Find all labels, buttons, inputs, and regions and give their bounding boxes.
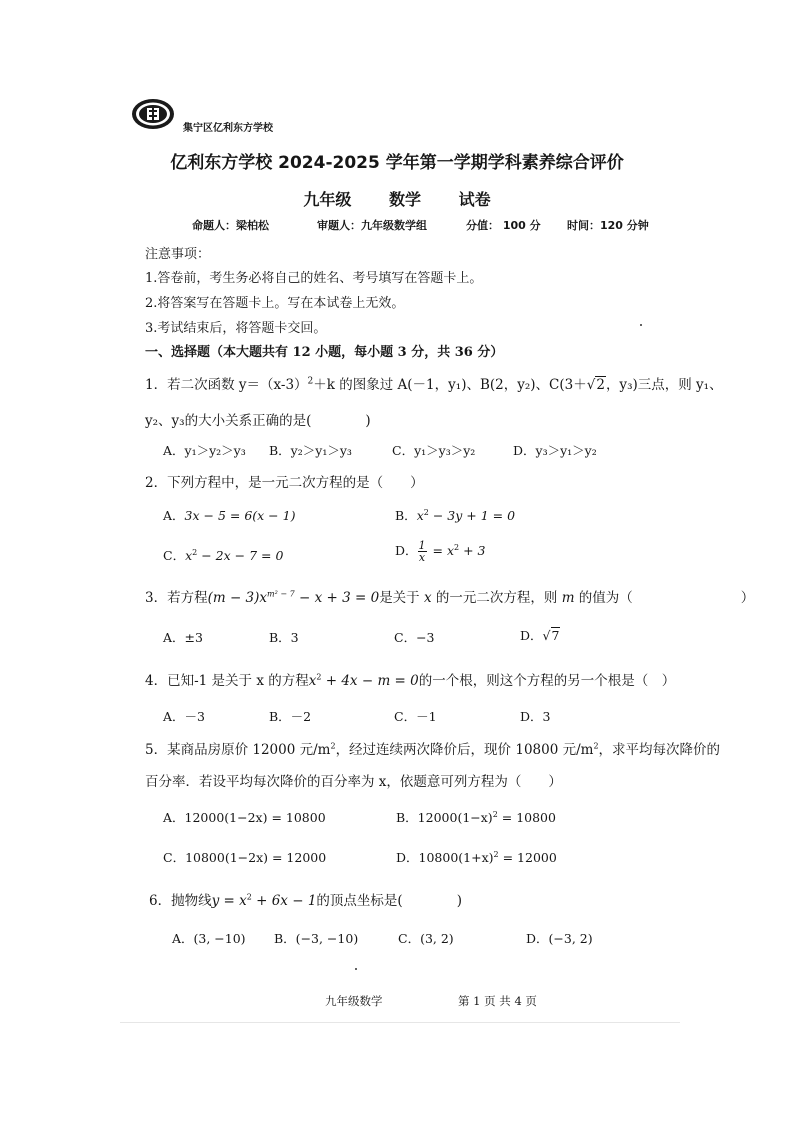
q4-option-b: B．－2	[269, 709, 312, 724]
scan-speck	[640, 324, 642, 326]
q5-unit-exponent: 2	[593, 741, 599, 751]
q5-d-text-a: D．10800(1+x)	[396, 850, 494, 865]
q5-unit-exponent: 2	[330, 741, 336, 751]
q1-option-c: C．y₁＞y₃＞y₂	[392, 443, 476, 458]
school-seal-logo	[130, 98, 176, 130]
q6-expr-b: + 6x − 1	[251, 893, 317, 909]
q3-text-b: 是关于	[379, 590, 424, 606]
option-label: B．	[395, 508, 417, 523]
note-item: 3.考试结束后，将答题卡交回。	[145, 321, 327, 336]
q2-c-expr-b: − 2x − 7 = 0	[197, 548, 284, 563]
q6-option-b: B．(−3, −10)	[274, 931, 359, 946]
q3-expr-a: (m − 3)x	[207, 590, 268, 606]
school-name-small: 集宁区亿利东方学校	[183, 123, 273, 134]
q2-option-d	[395, 540, 485, 563]
note-item: 2.将答案写在答题卡上。写在本试卷上无效。	[145, 296, 405, 311]
q3-option-b: B．3	[269, 630, 299, 645]
note-item: 1.答卷前，考生务必将自己的姓名、考号填写在答题卡上。	[145, 271, 483, 286]
q5-b-text-a: B．12000(1−x)	[396, 810, 493, 825]
question-6-stem	[149, 889, 462, 909]
q3-d-radicand: 7	[551, 628, 560, 643]
reviewer-info: 审题人：九年级数学组	[317, 219, 427, 232]
q3-option-c: C．−3	[394, 630, 435, 645]
q5-b-text-b: = 10800	[497, 810, 556, 825]
q2-option-b	[395, 506, 515, 524]
q4-expr-b: + 4x − m = 0	[321, 673, 419, 689]
q6-text-b: 的顶点坐标是( )	[316, 893, 462, 909]
q1-option-b: B．y₂＞y₁＞y₃	[269, 443, 352, 458]
q1-option-d: D．y₃＞y₁＞y₂	[513, 443, 597, 458]
q2-b-expr-a: x	[416, 508, 424, 523]
fraction	[418, 540, 427, 563]
q5-option-a: A．12000(1−2x) = 10800	[163, 810, 326, 825]
option-label: D．	[395, 543, 418, 558]
exam-title: 亿利东方学校 2024-2025 学年第一学期学科素养综合评价	[170, 153, 624, 173]
footer-subject: 九年级数学	[325, 994, 383, 1008]
q1-text-b: ＋k 的图象过 A(－1，y₁)、B(2，y₂)、C(3＋	[313, 377, 587, 393]
q5-option-c: C．10800(1−2x) = 12000	[163, 850, 327, 865]
sqrt-symbol: √2	[586, 377, 605, 393]
paper-label: 试卷	[458, 190, 491, 209]
q5-text-a: 5．某商品房原价 12000 元/m	[145, 742, 331, 758]
fraction-numerator: 1	[418, 539, 426, 552]
q6-option-a: A．(3, −10)	[172, 931, 246, 946]
sqrt-symbol: √7	[542, 628, 560, 643]
section-heading: 一、选择题（本大题共有 12 小题，每小题 3 分，共 36 分）	[145, 345, 504, 360]
option-label: A．	[163, 508, 185, 523]
q5-text-c: ，求平均每次降价的	[598, 742, 721, 758]
question-3-stem	[145, 586, 754, 606]
q5-d-text-b: = 12000	[498, 850, 557, 865]
q2-c-expr-a: x	[185, 548, 193, 563]
q3-expr-b: − x + 3 = 0	[294, 590, 380, 606]
score-info: 分值： 100 分	[466, 219, 541, 232]
q2-a-expr: 3x − 5 = 6(x − 1)	[184, 508, 296, 523]
q3-text-c: 的一元二次方程，则	[431, 590, 562, 606]
q3-text-d: 的值为（ ）	[574, 590, 755, 606]
q3-option-a: A．±3	[163, 630, 203, 645]
q4-option-a: A．－3	[163, 709, 205, 724]
q5-option-b	[396, 808, 556, 826]
q3-var-m: m	[561, 590, 575, 606]
q4-expr-a: x	[308, 673, 317, 689]
q2-d-expr-a: = x	[428, 543, 455, 558]
q4-text-a: 4．已知-1 是关于 x 的方程	[145, 673, 309, 689]
q2-option-a	[163, 506, 295, 524]
q1-option-a: A．y₁＞y₂＞y₃	[163, 443, 246, 458]
footer-divider	[120, 1022, 680, 1023]
question-2-stem: 2．下列方程中，是一元二次方程的是（ ）	[145, 475, 424, 491]
option-label: C．	[163, 548, 186, 563]
q5-text-b: ，经过连续两次降价后，现价 10800 元/m	[335, 742, 594, 758]
question-5-stem-line2: 百分率．若设平均每次降价的百分率为 x，依题意可列方程为（ ）	[145, 774, 562, 790]
q2-b-exponent: 2	[423, 507, 429, 517]
fraction-denominator: x	[418, 551, 426, 564]
q2-option-c	[163, 546, 283, 564]
q1-radicand: 2	[596, 377, 605, 393]
question-1-stem-line2: y₂、y₃的大小关系正确的是( )	[145, 413, 371, 429]
q2-d-exponent: 2	[454, 542, 460, 552]
q1-exponent: 2	[307, 376, 314, 387]
q1-text-c: ，y₃)三点，则 y₁、	[605, 377, 723, 393]
q6-expr-a: y = x	[211, 893, 247, 909]
time-info: 时间：120 分钟	[567, 219, 649, 232]
q5-b-exponent: 2	[492, 809, 498, 819]
q6-option-d: D．(−3, 2)	[526, 931, 593, 946]
q6-option-c: C．(3, 2)	[398, 931, 454, 946]
q3-text-a: 3．若方程	[145, 590, 208, 606]
q4-exponent: 2	[316, 672, 322, 682]
subject-label: 数学	[388, 190, 421, 209]
question-1-stem	[145, 373, 723, 393]
author-info: 命题人：梁柏松	[192, 219, 269, 232]
question-number: 1．	[145, 377, 168, 393]
q3-option-d	[520, 626, 560, 644]
q2-b-expr-b: − 3y + 1 = 0	[428, 508, 516, 523]
q5-option-d	[396, 848, 557, 866]
scan-speck	[355, 968, 357, 970]
question-4-stem	[145, 669, 675, 689]
q2-c-exponent: 2	[192, 547, 198, 557]
q5-d-exponent: 2	[493, 849, 499, 859]
q6-exponent: 2	[246, 892, 252, 902]
q1-text-a: 若二次函数 y＝（x-3）	[167, 377, 308, 393]
grade-label: 九年级	[303, 190, 352, 209]
exam-subtitle	[0, 187, 794, 210]
q6-text-a: 6．抛物线	[149, 893, 212, 909]
q4-option-c: C．－1	[394, 709, 437, 724]
page-number: 第 1 页 共 4 页	[458, 994, 537, 1008]
q4-option-d: D．3	[520, 709, 551, 724]
q3-var-x: x	[423, 590, 432, 606]
q4-text-b: 的一个根，则这个方程的另一个根是（ ）	[418, 673, 676, 689]
q3-exponent: m² − 7	[267, 589, 295, 599]
notes-heading: 注意事项：	[145, 247, 211, 262]
question-5-stem	[145, 738, 720, 758]
q2-d-expr-b: + 3	[459, 543, 486, 558]
option-label: D．	[520, 628, 543, 643]
